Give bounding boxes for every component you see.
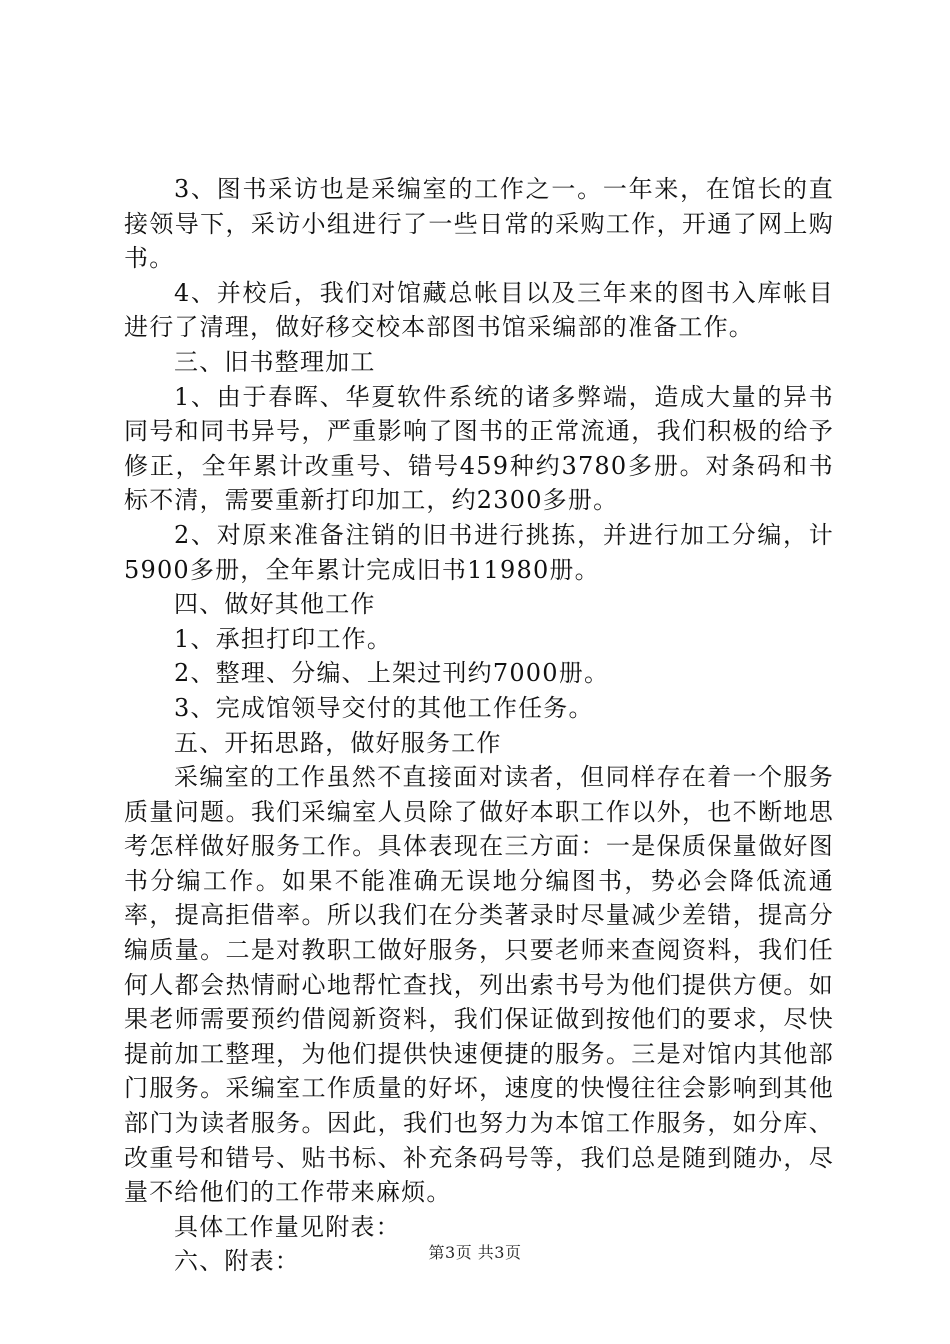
section-heading-old-books: 三、旧书整理加工 [174, 347, 376, 376]
paragraph-workload-note: 具体工作量见附表： [174, 1212, 401, 1241]
paragraph-old-book-sorting: 2、对原来准备注销的旧书进行挑拣，并进行加工分编，计5900多册，全年累计完成旧书11980册。 [124, 520, 834, 584]
document-body [124, 172, 834, 1279]
paragraph-acquisition: 3、图书采访也是采编室的工作之一。一年来，在馆长的直接领导下，采访小组进行了一些日常的采购工作，开通了网上购书。 [124, 175, 834, 273]
paragraph-service-details: 采编室的工作虽然不直接面对读者，但同样存在着一个服务质量问题。我们采编室人员除了做好本职工作以外，也不断地思考怎样做好服务工作。具体表现在三方面：一是保质保量做好图书分编工作。如果不能准确无误地分编图书，势必会降低流通率，提高拒借率。所以我们在分类著录时尽量减少差错，提高分编质量。二是对教职工做好服务，只要老师来查阅资料，我们任何人都会热情耐心地帮忙查找，列出索书号为他们提供方便。如果老师需要预约借阅新资料，我们保证做到按他们的要求，尽快提前加工整理，为他们提供快速便捷的服务。三是对馆内其他部门服务。采编室工作质量的好坏，速度的快慢往往会影响到其他部门为读者服务。因此，我们也努力为本馆工作服务，如分库、改重号和错号、贴书标、补充条码号等，我们总是随到随办，尽量不给他们的工作带来麻烦。 [124, 763, 834, 1207]
section-heading-appendix: 六、附表： [174, 1247, 300, 1276]
paragraph-number-correction: 1、由于春晖、华夏软件系统的诸多弊端，造成大量的异书同号和同书异号，严重影响了图书的正常流通，我们积极的给予修正，全年累计改重号、错号459种约3780多册。对条码和书标不清，需要重新打印加工，约2300多册。 [124, 382, 834, 515]
section-heading-other-work: 四、做好其他工作 [174, 590, 376, 619]
section-heading-service: 五、开拓思路，做好服务工作 [174, 728, 502, 757]
page-footer: 第3页 共3页 [428, 1243, 522, 1262]
list-item-printing: 1、承担打印工作。 [174, 624, 393, 653]
list-item-other-tasks: 3、完成馆领导交付的其他工作任务。 [174, 693, 594, 722]
paragraph-account-cleanup: 4、并校后，我们对馆藏总帐目以及三年来的图书入库帐目进行了清理，做好移交校本部图书馆采编部的准备工作。 [124, 278, 834, 342]
list-item-periodicals: 2、整理、分编、上架过刊约7000册。 [174, 659, 610, 688]
